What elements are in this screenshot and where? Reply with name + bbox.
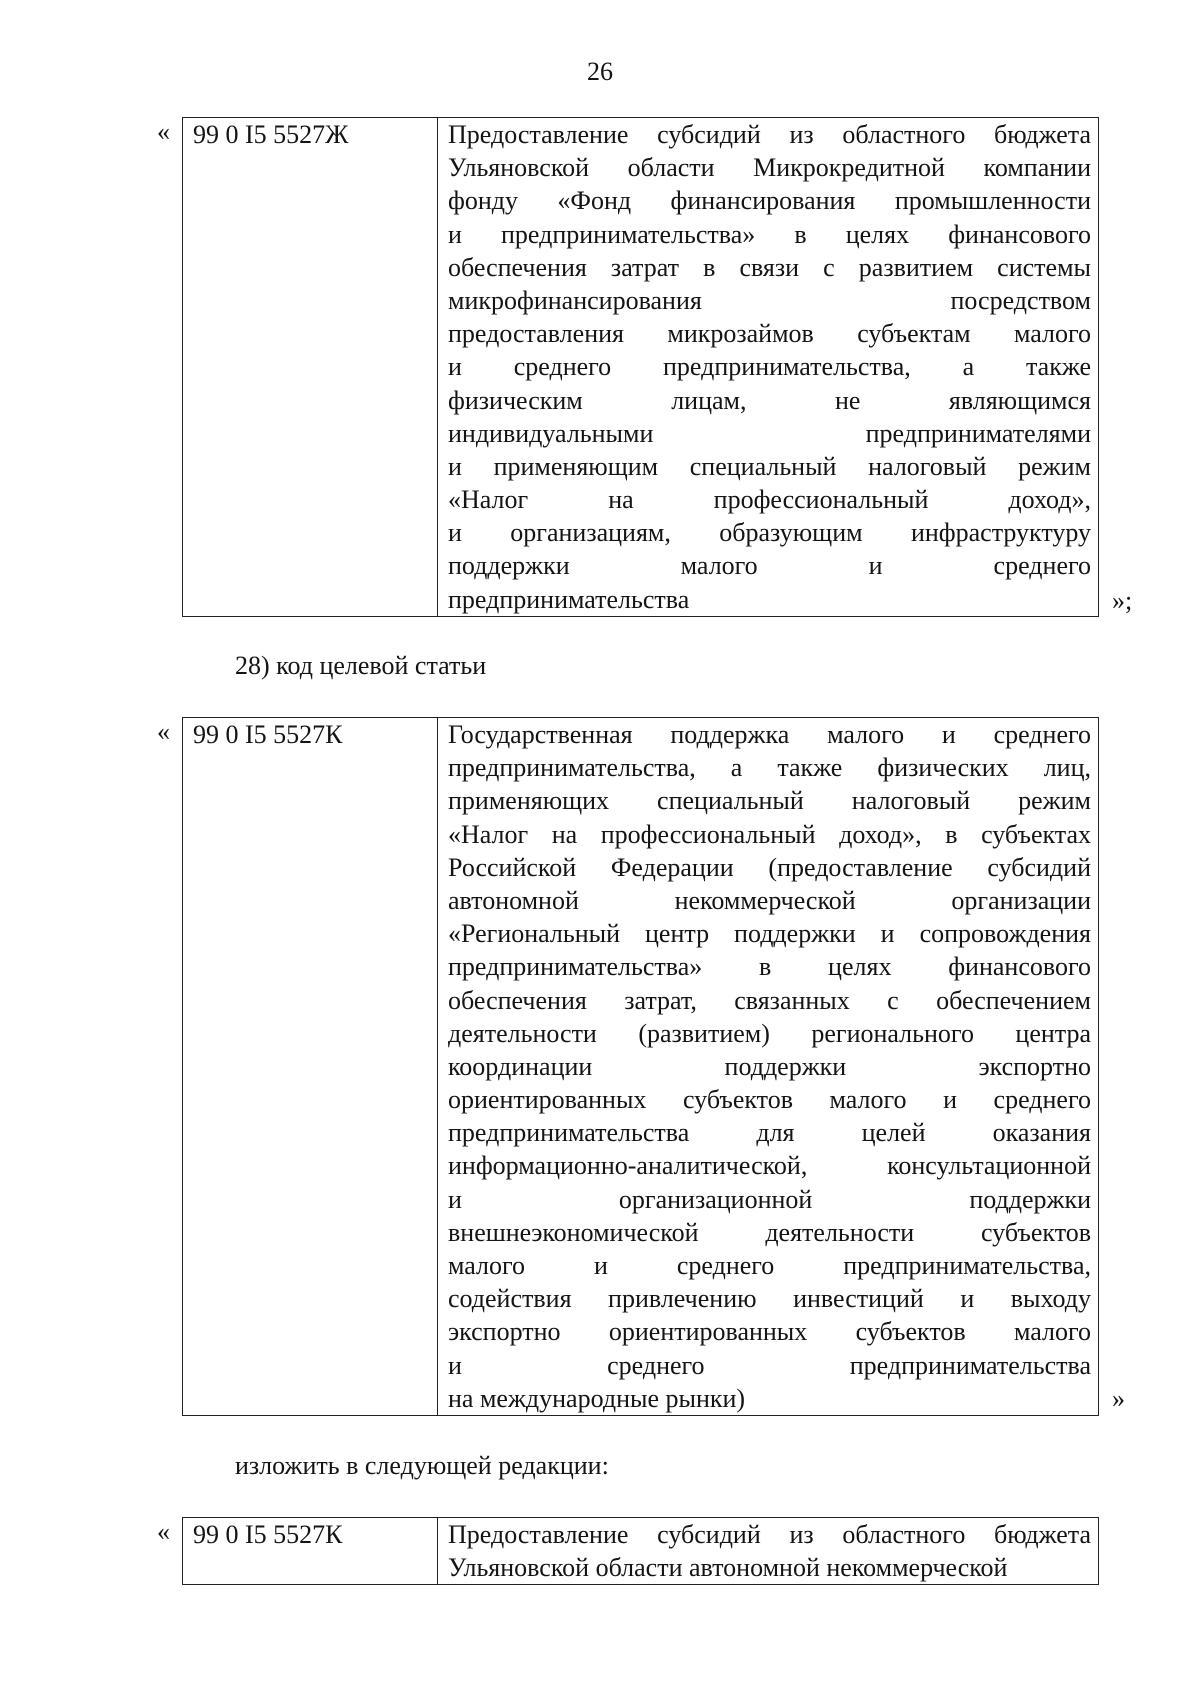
description-line: физическим лицам, не являющимся xyxy=(448,385,1091,415)
target-code-cell: 99 0 I5 5527Ж xyxy=(183,118,438,617)
description-cell xyxy=(438,718,1099,1416)
description-line: и среднего предпринимательства xyxy=(448,1350,1091,1380)
paragraph-item-28: 28) код целевой статьи xyxy=(235,651,487,680)
description-line: экспортно ориентированных субъектов малого xyxy=(448,1317,1091,1347)
description-line: и организационной поддержки xyxy=(448,1184,1091,1214)
description-line: предпринимательства» в целях финансового xyxy=(448,952,1091,982)
description-line: малого и среднего предпринимательства, xyxy=(448,1251,1091,1280)
description-line: и предпринимательства» в целях финансового xyxy=(448,219,1091,249)
description-line: информационно-аналитической, консультационной xyxy=(448,1151,1091,1181)
open-quote: « xyxy=(157,717,170,746)
description-line: Российской Федерации (предоставление субсидий xyxy=(448,852,1091,882)
description-line: обеспечения затрат, связанных с обеспечением xyxy=(448,985,1091,1015)
description-line: «Налог на профессиональный доход», xyxy=(448,485,1091,515)
description-line: обеспечения затрат в связи с развитием системы xyxy=(448,252,1091,282)
description-cell xyxy=(438,1518,1099,1585)
page-number: 26 xyxy=(587,57,613,86)
description-line: и применяющим специальный налоговый режим xyxy=(448,451,1091,481)
description-line: поддержки малого и среднего xyxy=(448,551,1091,581)
description-line: фонду «Фонд финансирования промышленности xyxy=(448,186,1091,216)
open-quote: « xyxy=(157,117,170,146)
open-quote: « xyxy=(157,1517,170,1546)
description-line: автономной некоммерческой организации xyxy=(448,885,1091,915)
description-line: и среднего предпринимательства, а также xyxy=(448,352,1091,382)
budget-code-table-1 xyxy=(182,117,1099,617)
description-line: индивидуальными предпринимателями xyxy=(448,418,1091,448)
description-line: содействия привлечению инвестиций и выходу xyxy=(448,1284,1091,1314)
description-line: Предоставление субсидий из областного бюджета xyxy=(448,1520,1091,1549)
description-line: предпринимательства xyxy=(448,584,690,614)
description-line: деятельности (развитием) регионального центра xyxy=(448,1018,1091,1048)
target-code-cell: 99 0 I5 5527К xyxy=(183,1518,438,1585)
description-line: Ульяновской области автономной некоммерческой xyxy=(448,1553,1008,1583)
description-line: Предоставление субсидий из областного бюджета xyxy=(448,120,1091,149)
paragraph-new-edition: изложить в следующей редакции: xyxy=(235,1451,609,1480)
target-code-cell: 99 0 I5 5527К xyxy=(183,718,438,1416)
budget-code-table-2 xyxy=(182,717,1099,1416)
description-line: «Региональный центр поддержки и сопровождения xyxy=(448,919,1091,949)
description-line: «Налог на профессиональный доход», в субъектах xyxy=(448,819,1091,849)
description-line: ориентированных субъектов малого и среднего xyxy=(448,1085,1091,1115)
description-line: Государственная поддержка малого и среднего xyxy=(448,720,1091,749)
description-line: предпринимательства для целей оказания xyxy=(448,1118,1091,1148)
description-line: микрофинансирования посредством xyxy=(448,285,1091,315)
close-quote: » xyxy=(1112,1384,1125,1413)
description-line: применяющих специальный налоговый режим xyxy=(448,786,1091,816)
budget-code-table-3 xyxy=(182,1517,1099,1585)
description-line: на международные рынки) xyxy=(448,1383,746,1413)
description-line: координации поддержки экспортно xyxy=(448,1051,1091,1081)
close-quote: »; xyxy=(1112,586,1133,615)
description-line: и организациям, образующим инфраструктуру xyxy=(448,518,1091,548)
description-line: предпринимательства, а также физических лиц, xyxy=(448,753,1091,783)
description-line: Ульяновской области Микрокредитной компании xyxy=(448,153,1091,183)
description-cell xyxy=(438,118,1099,617)
description-line: внешнеэкономической деятельности субъектов xyxy=(448,1217,1091,1247)
description-line: предоставления микрозаймов субъектам малого xyxy=(448,319,1091,349)
